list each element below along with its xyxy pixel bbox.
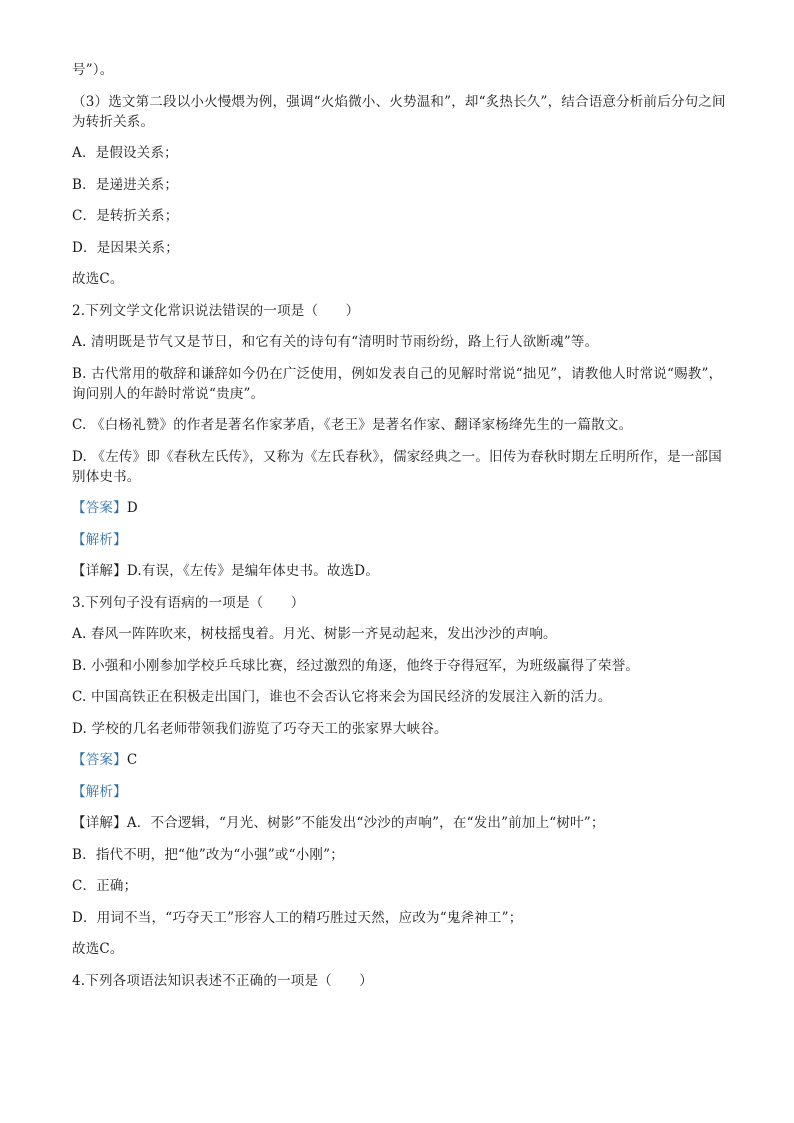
detail-tag: 【详解】 [72, 563, 127, 579]
question-3-detail-d: D．用词不当，“巧夺天工”形容人工的精巧胜过天然，应改为“鬼斧神工”； [72, 909, 523, 926]
analysis-tag: 【解析】 [72, 783, 127, 800]
option-b: B．是递进关系； [72, 176, 179, 193]
question-3-option-c: C. 中国高铁正在积极走出国门，谁也不会否认它将来会为国民经济的发展注入新的活力。 [72, 689, 612, 705]
question-2-analysis [72, 530, 732, 550]
question-4: 4.下列各项语法知识表述不正确的一项是（ ） [72, 972, 373, 989]
question-2-option-d: D. 《左传》即《春秋左氏传》，又称为《左氏春秋》，儒家经典之一。旧传为春秋时期左丘明所作，是一部国别体史书。 [72, 448, 722, 485]
text-line-1: 号”）。 [72, 62, 114, 78]
question-3-detail-a: 【详解】A．不合逻辑，“月光、树影”不能发出“沙沙的声响”，在“发出”前加上“树叶”； [72, 815, 605, 831]
document-page [72, 60, 732, 1002]
question-2-detail: 【详解】D.有误，《左传》是编年体史书。故选D。 [72, 563, 380, 579]
question-2-option-c: C. 《白杨礼赞》的作者是著名作家茅盾，《老王》是著名作家、翻译家杨绛先生的一篇散文。 [72, 417, 633, 433]
question-3: 3.下列句子没有语病的一项是（ ） [72, 594, 305, 611]
question-3-detail-b: B．指代不明，把“他”改为“小强”或“小刚”； [72, 846, 344, 863]
question-3-conclusion: 故选C。 [72, 941, 124, 957]
option-d: D．是因果关系； [72, 239, 179, 256]
question-3-option-a: A. 春风一阵阵吹来，树枝摇曳着。月光、树影一齐晃动起来，发出沙沙的声响。 [72, 626, 557, 642]
question-2-answer: 【答案】D [72, 500, 138, 516]
question-3-option-d: D. 学校的几名老师带领我们游览了巧夺天工的张家界大峡谷。 [72, 720, 448, 737]
analysis-tag: 【解析】 [72, 531, 127, 548]
answer-tag: 【答案】 [72, 500, 127, 516]
question-3-option-b: B. 小强和小刚参加学校乒乓球比赛，经过激烈的角逐，他终于夺得冠军，为班级赢得了荣誉。 [72, 657, 640, 674]
question-3-detail-c: C．正确； [72, 878, 138, 894]
option-a: A．是假设关系； [72, 145, 178, 161]
question-3-answer: 【答案】C [72, 752, 138, 768]
detail-tag: 【详解】 [72, 815, 127, 831]
question-2-option-b: B. 古代常用的敬辞和谦辞如今仍在广泛使用，例如发表自己的见解时常说“拙见”，请教他人时常说“赐教”，询问别人的年龄时常说“贵庚”。 [72, 365, 723, 402]
option-c: C．是转折关系； [72, 208, 179, 224]
question-analysis-3: （3）选文第二段以小火慢煨为例，强调“火焰微小、火势温和”，却“炙热长久”，结合语意分析前后分句之间为转折关系。 [72, 93, 726, 130]
question-2-option-a: A. 清明既是节气又是节日，和它有关的诗句有“清明时节雨纷纷，路上行人欲断魂”等。 [72, 334, 599, 350]
conclusion: 故选C。 [72, 271, 124, 287]
question-2: 2.下列文学文化常识说法错误的一项是（ ） [72, 302, 360, 319]
answer-tag: 【答案】 [72, 752, 127, 768]
question-3-analysis [72, 782, 732, 802]
